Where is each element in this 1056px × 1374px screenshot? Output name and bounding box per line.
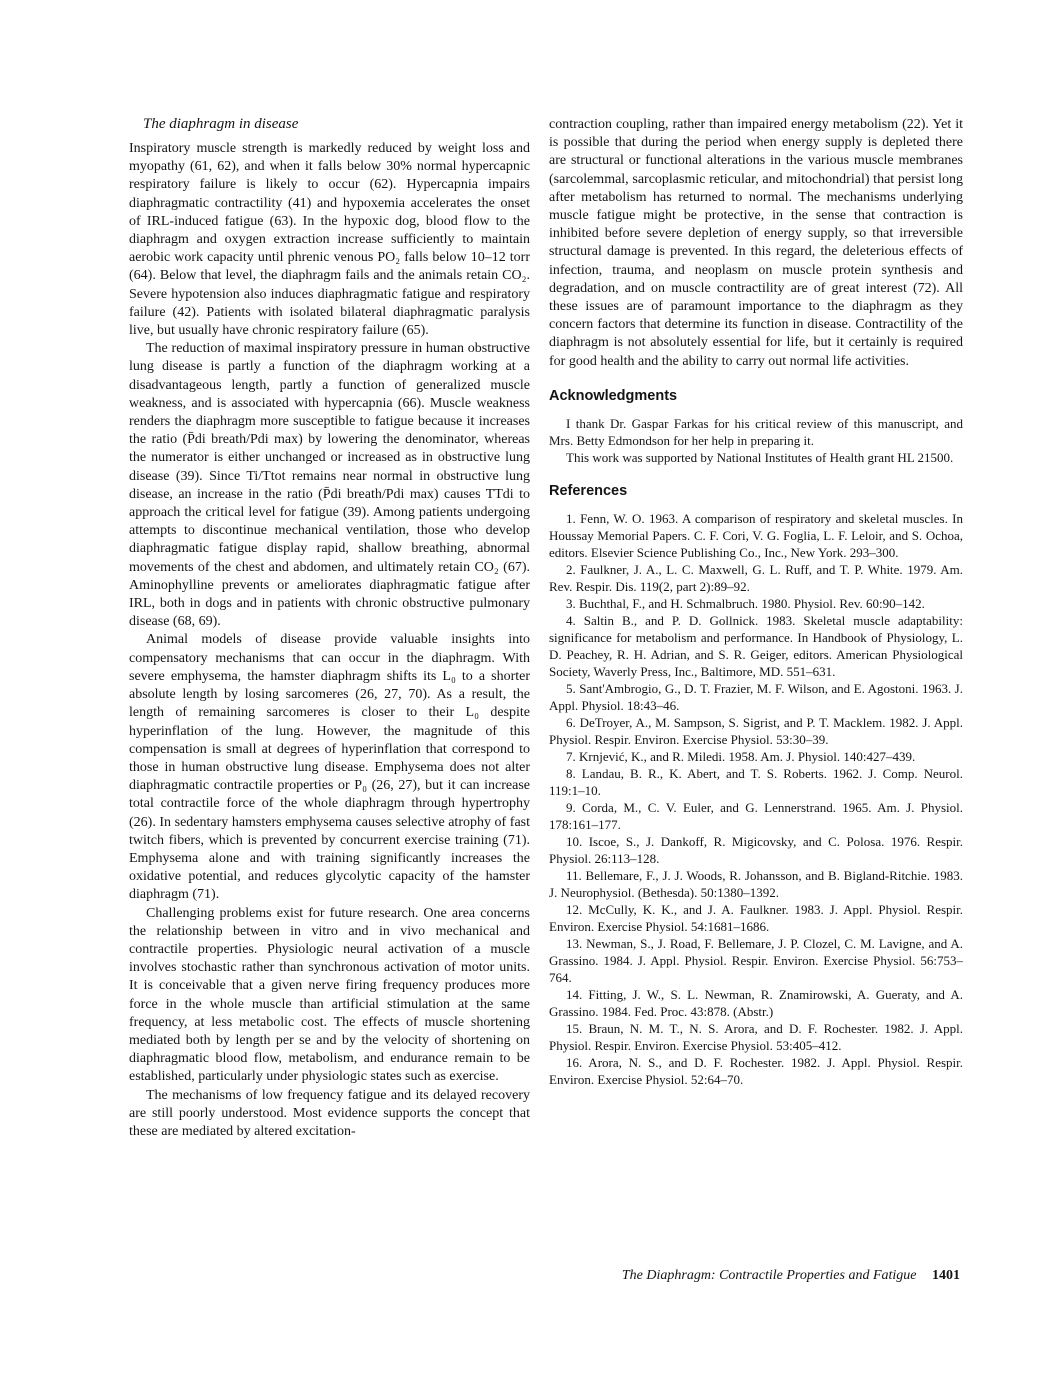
reference-item: 15. Braun, N. M. T., N. S. Arora, and D. F. Rochester. 1982. J. Appl. Physiol. Respir. Environ. Exercise Physiol. 53:405–412.: [549, 1020, 963, 1053]
reference-item: 4. Saltin B., and P. D. Gollnick. 1983. Skeletal muscle adaptability: significance for metabolism and performance. In Handbook of Physiology, L. D. Peachey, R. H. Adrian, and S. R. Geiger, editors. American Physiological Society, Waverly Press, Inc., Baltimore, MD. 551–631.: [549, 612, 963, 679]
right-column: [549, 116, 963, 1141]
body-paragraph: Inspiratory muscle strength is markedly reduced by weight loss and myopathy (61, 62), and when it falls below 30% normal hypercapnic respiratory failure is likely to occur (62). Hypercapnia impairs diaphragmatic contractility (41) and hypoxemia accelerates the onset of IRL-induced fatigue (63). In the hypoxic dog, blood flow to the diaphragm and oxygen extraction increase sufficiently to maintain aerobic work capacity until phrenic venous PO₂ falls below 10–12 torr (64). Below that level, the diaphragm fails and the animals retain CO₂. Severe hypotension also induces diaphragmatic fatigue and respiratory failure (42). Patients with isolated bilateral diaphragmatic paralysis live, but usually have chronic respiratory failure (65).: [129, 141, 530, 339]
reference-item: 13. Newman, S., J. Road, F. Bellemare, J. P. Clozel, C. M. Lavigne, and A. Grassino. 1984. J. Appl. Physiol. Respir. Environ. Exercise Physiol. 56:753–764.: [549, 935, 963, 985]
body-paragraph: Challenging problems exist for future research. One area concerns the relationship between in vitro and in vivo mechanical and contractile properties. Physiologic neural activation of a muscle involves stochastic rather than synchronous activation of motor units. It is conceivable that a given nerve firing frequency produces more force in the whole muscle than artificial stimulation at the same frequency, at less metabolic cost. The effects of muscle shortening mediated both by length per se and by the velocity of shortening on diaphragmatic blood flow, metabolism, and endurance remain to be established, particularly under physiologic states such as exercise.: [129, 905, 530, 1085]
reference-item: 10. Iscoe, S., J. Dankoff, R. Migicovsky, and C. Polosa. 1976. Respir. Physiol. 26:113–128.: [549, 833, 963, 866]
two-column-layout: [129, 116, 963, 1141]
acknowledgments-paragraph: This work was supported by National Institutes of Health grant HL 21500.: [566, 449, 954, 465]
reference-item: 9. Corda, M., C. V. Euler, and G. Lennerstrand. 1965. Am. J. Physiol. 178:161–177.: [549, 799, 963, 832]
acknowledgments-paragraph: I thank Dr. Gaspar Farkas for his critical review of this manuscript, and Mrs. Betty Edmondson for her help in preparing it.: [549, 415, 963, 448]
body-paragraph: The mechanisms of low frequency fatigue and its delayed recovery are still poorly understood. Most evidence supports the concept that these are mediated by altered excitation-: [129, 1087, 530, 1139]
running-title: The Diaphragm: Contractile Properties and Fatigue: [621, 1268, 917, 1283]
body-paragraph: The reduction of maximal inspiratory pressure in human obstructive lung disease is partly a function of the diaphragm working at a disadvantageous length, partly a function of generalized muscle weakness, and is associated with hypercapnia (66). Muscle weakness renders the diaphragm more susceptible to fatigue because it increases the ratio (P̄di breath/Pdi max) by lowering the denominator, whereas the numerator is either unchanged or increased as in obstructive lung disease (39). Since Ti/Ttot remains near normal in obstructive lung disease, an increase in the ratio (P̄di breath/Pdi max) causes TTdi to approach the critical level for fatigue (39). Among patients undergoing attempts to discontinue mechanical ventilation, those who develop diaphragmatic fatigue display rapid, shallow breathing, abnormal movements of the chest and abdomen, and ultimately retain CO₂ (67). Aminophylline prevents or ameliorates diaphragmatic fatigue after IRL, both in dogs and in patients with chronic obstructive pulmonary disease (68, 69).: [129, 341, 530, 630]
acknowledgments-heading: Acknowledgments: [549, 387, 678, 404]
reference-item: 3. Buchthal, F., and H. Schmalbruch. 1980. Physiol. Rev. 60:90–142.: [566, 595, 925, 611]
page-footer: [622, 1268, 960, 1284]
reference-item: 1. Fenn, W. O. 1963. A comparison of respiratory and skeletal muscles. In Houssay Memorial Papers. C. F. Cori, V. G. Foglia, L. F. Leloir, and S. Ochoa, editors. Elsevier Science Publishing Co., Inc., New York. 293–300.: [549, 510, 963, 560]
reference-item: 14. Fitting, J. W., S. L. Newman, R. Znamirowski, A. Gueraty, and A. Grassino. 1984. Fed. Proc. 43:878. (Abstr.): [549, 986, 963, 1019]
reference-item: 12. McCully, K. K., and J. A. Faulkner. 1983. J. Appl. Physiol. Respir. Environ. Exercise Physiol. 54:1681–1686.: [549, 901, 963, 934]
left-column: [129, 116, 530, 1141]
section-heading-diaphragm-in-disease: The diaphragm in disease: [143, 116, 299, 132]
page-number: 1401: [932, 1268, 960, 1283]
reference-item: 11. Bellemare, F., J. J. Woods, R. Johansson, and B. Bigland-Ritchie. 1983. J. Neurophysiol. (Bethesda). 50:1380–1392.: [549, 867, 963, 900]
reference-item: 6. DeTroyer, A., M. Sampson, S. Sigrist, and P. T. Macklem. 1982. J. Appl. Physiol. Respir. Environ. Exercise Physiol. 53:30–39.: [549, 714, 963, 747]
reference-item: 2. Faulkner, J. A., L. C. Maxwell, G. L. Ruff, and T. P. White. 1979. Am. Rev. Respir. Dis. 119(2, part 2):89–92.: [549, 561, 963, 594]
reference-item: 5. Sant'Ambrogio, G., D. T. Frazier, M. F. Wilson, and E. Agostoni. 1963. J. Appl. Physiol. 18:43–46.: [549, 680, 963, 713]
reference-item: 8. Landau, B. R., K. Abert, and T. S. Roberts. 1962. J. Comp. Neurol. 119:1–10.: [549, 765, 963, 798]
body-paragraph: Animal models of disease provide valuable insights into compensatory mechanisms that can occur in the diaphragm. With severe emphysema, the hamster diaphragm shifts its L₀ to a shorter absolute length by losing sarcomeres (26, 27, 70). As a result, the length of remaining sarcomeres is closer to their L₀ despite hyperinflation of the lung. However, the magnitude of this compensation is small at degrees of hyperinflation that correspond to those in human obstructive lung disease. Emphysema does not alter diaphragmatic contractile properties or P₀ (26, 27), but it can increase total contractile force of the whole diaphragm through hypertrophy (26). In sedentary hamsters emphysema causes selective atrophy of fast twitch fibers, which is prevented by concurrent exercise training (71). Emphysema alone and with training significantly increases the oxidative potential, and reduces glycolytic capacity of the hamster diaphragm (71).: [129, 632, 530, 903]
reference-item: 16. Arora, N. S., and D. F. Rochester. 1982. J. Appl. Physiol. Respir. Environ. Exercise Physiol. 52:64–70.: [549, 1054, 963, 1087]
references-heading: References: [549, 482, 628, 499]
reference-item: 7. Krnjević, K., and R. Miledi. 1958. Am. J. Physiol. 140:427–439.: [566, 748, 916, 764]
body-paragraph-continuation: contraction coupling, rather than impaired energy metabolism (22). Yet it is possible that during the period when energy supply is depleted there are structural or functional alterations in the various muscle membranes (sarcolemmal, sarcoplasmic reticular, and mitochondrial) that persist long after metabolism has returned to normal. The mechanisms underlying muscle fatigue might be protective, in the sense that contraction is inhibited before severe depletion of energy supply, so that irreversible structural damage is prevented. In this regard, the deleterious effects of infection, trauma, and neoplasm on muscle protein synthesis and degradation, and on muscle contractility are of great interest (72). All these issues are of paramount importance to the diaphragm as they concern factors that determine its function in disease. Contractility of the diaphragm is not absolutely essential for life, but it certainly is required for good health and the ability to carry out normal life activities.: [549, 117, 963, 369]
